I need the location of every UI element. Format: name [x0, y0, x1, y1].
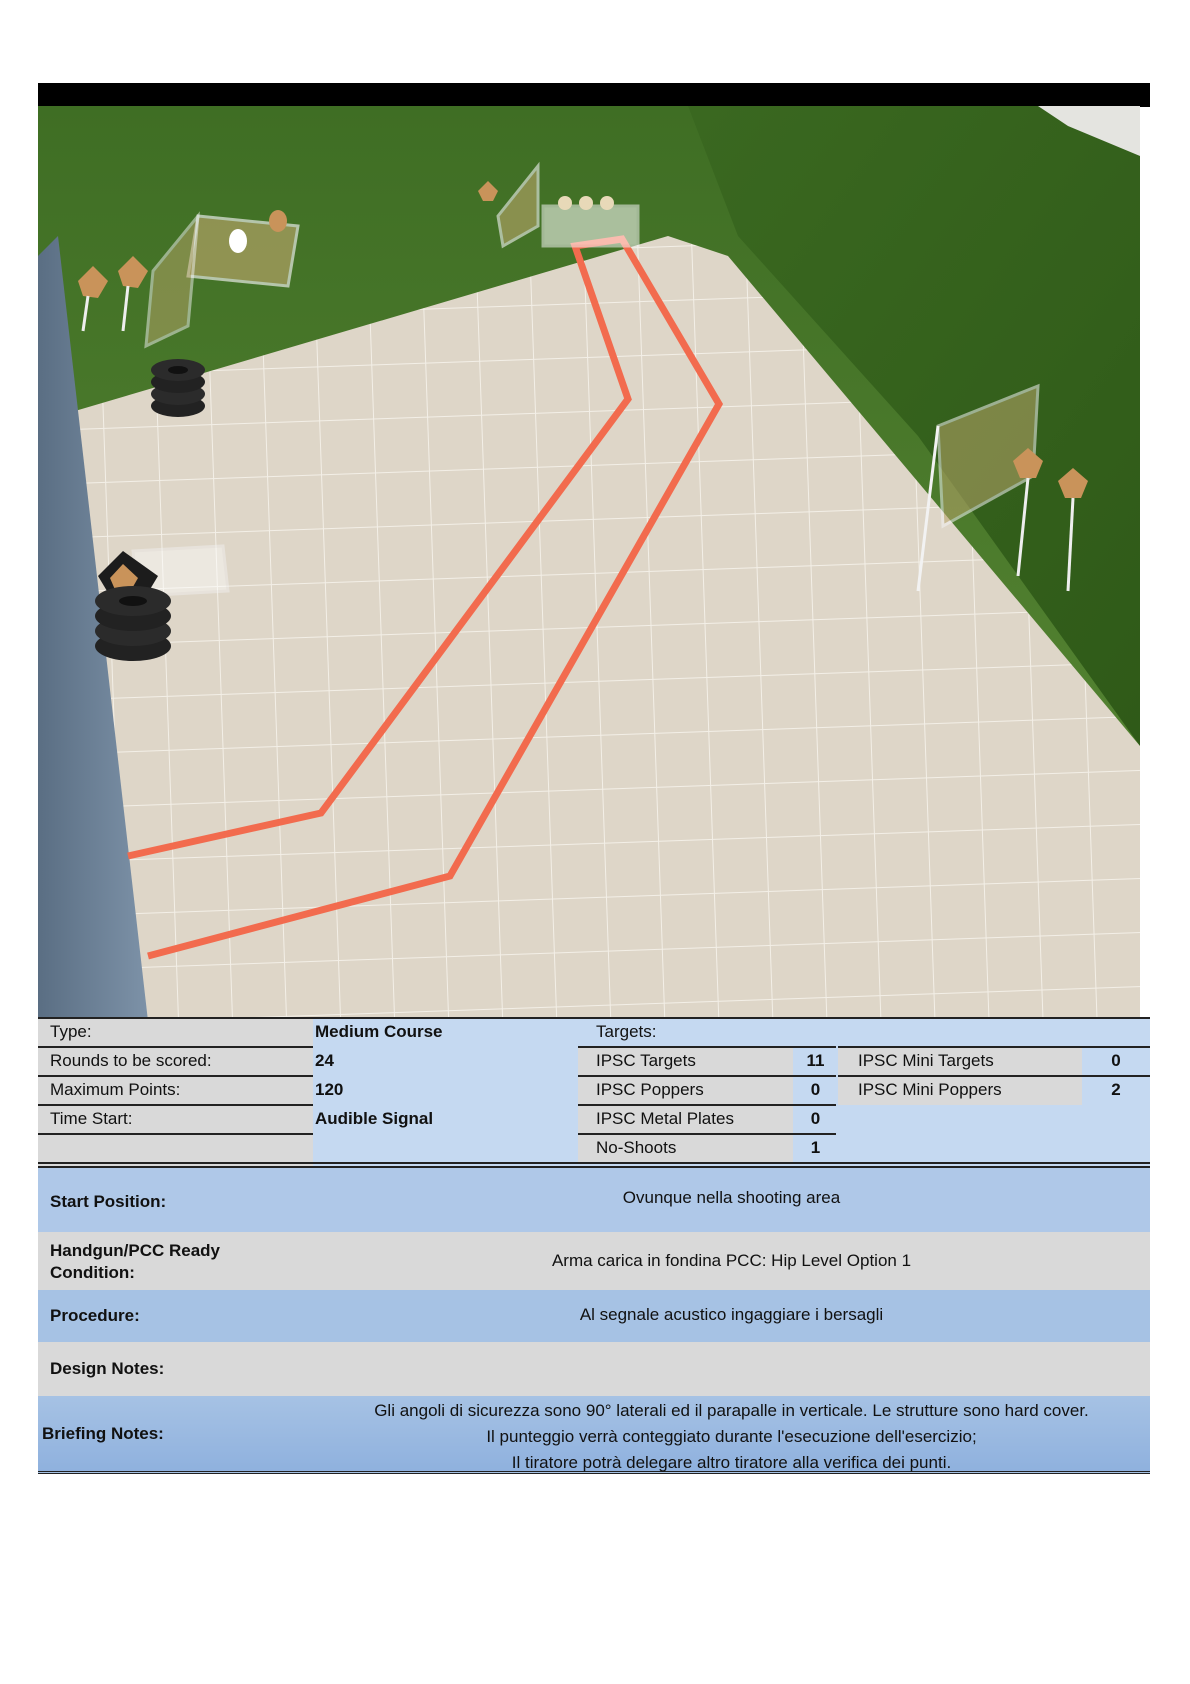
stage-diagram — [38, 106, 1140, 1021]
briefing-notes-row — [38, 1396, 1150, 1474]
procedure-value: Al segnale acustico ingaggiare i bersagli — [579, 1305, 884, 1324]
procedure-row — [38, 1290, 1150, 1342]
metal-plates-value: 0 — [810, 1109, 821, 1128]
briefing-line-1: Gli angoli di sicurezza sono 90° laterali ed il parapalle in verticale. Le strutture sono hard cover. — [374, 1401, 1089, 1420]
mini-targets-value: 0 — [1111, 1051, 1121, 1070]
ready-condition-row — [38, 1232, 1150, 1290]
ipsc-poppers-value: 0 — [810, 1080, 821, 1099]
mini-poppers-value: 2 — [1111, 1080, 1121, 1099]
tyre-barrel-2 — [95, 586, 171, 661]
no-shoots-value: 1 — [810, 1138, 821, 1157]
metal-plates-label: IPSC Metal Plates — [596, 1109, 734, 1128]
tyre-barrel-1 — [151, 359, 205, 417]
max-points-label: Maximum Points: — [50, 1080, 181, 1099]
ipsc-targets-label: IPSC Targets — [596, 1051, 696, 1070]
mini-targets-label: IPSC Mini Targets — [858, 1051, 994, 1070]
procedure-label: Procedure: — [50, 1306, 140, 1325]
design-notes-label: Design Notes: — [50, 1359, 165, 1378]
targets-title: Targets: — [596, 1022, 657, 1041]
ready-condition-label-line-2: Condition: — [50, 1263, 135, 1282]
stage-stats-table — [38, 1018, 1150, 1168]
type-label: Type: — [50, 1022, 92, 1041]
briefing-line-2: Il punteggio verrà conteggiato durante l'esecuzione dell'esercizio; — [486, 1427, 977, 1446]
no-shoots-label: No-Shoots — [596, 1138, 677, 1157]
briefing-notes-label: Briefing Notes: — [42, 1424, 164, 1443]
briefing-notes-value — [313, 1398, 1150, 1476]
time-start-value: Audible Signal — [315, 1109, 434, 1128]
mini-poppers-label: IPSC Mini Poppers — [858, 1080, 1002, 1099]
start-position-label: Start Position: — [50, 1192, 167, 1211]
header-bar — [38, 83, 1150, 107]
rounds-value: 24 — [315, 1051, 334, 1070]
ready-condition-label-line-1: Handgun/PCC Ready — [50, 1241, 221, 1260]
ready-condition-label — [50, 1240, 220, 1284]
ipsc-targets-value: 11 — [806, 1051, 825, 1070]
time-start-label: Time Start: — [50, 1109, 133, 1128]
ready-condition-value: Arma carica in fondina PCC: Hip Level Option 1 — [551, 1251, 912, 1270]
max-points-value: 120 — [315, 1080, 344, 1099]
design-notes-row — [38, 1342, 1150, 1396]
ipsc-poppers-label: IPSC Poppers — [596, 1080, 704, 1099]
briefing-line-3: Il tiratore potrà delegare altro tiratore alla verifica dei punti. — [511, 1453, 952, 1472]
start-position-row — [38, 1168, 1150, 1232]
start-position-value: Ovunque nella shooting area — [622, 1188, 841, 1207]
rounds-label: Rounds to be scored: — [50, 1051, 212, 1070]
type-value: Medium Course — [315, 1022, 443, 1041]
